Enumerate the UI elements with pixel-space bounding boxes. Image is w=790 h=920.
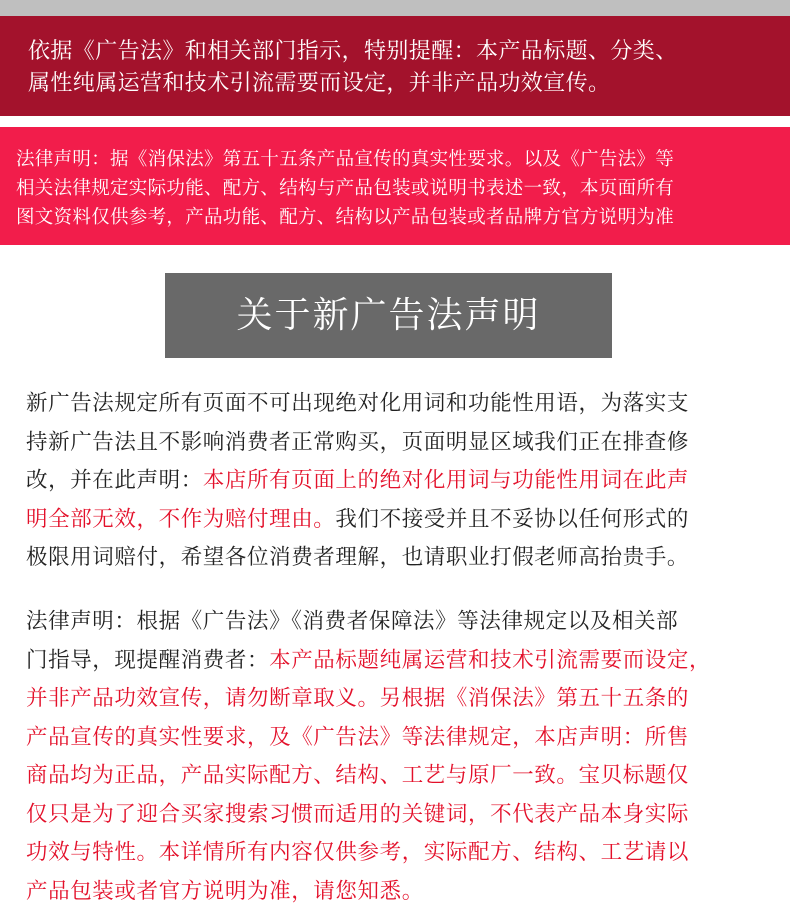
top-banner-line: 属性纯属运营和技术引流需要而设定，并非产品功效宣传。: [28, 71, 611, 96]
paragraph-line: 法律声明：根据《广告法》《消费者保障法》等法律规定以及相关部: [26, 609, 679, 634]
paragraph-line: [26, 642, 776, 681]
highlighted-line: 商品均为正品，产品实际配方、结构、工艺与原厂一致。宝贝标题仅: [26, 763, 690, 788]
highlighted-line: 产品包装或者官方说明为准，请您知悉。: [26, 878, 424, 904]
paragraph-text: 门指导，现提醒消费者：: [26, 647, 270, 673]
section-title: 关于新广告法声明: [165, 273, 612, 358]
paragraph-line: 持新广告法且不影响消费者正常购买，页面明显区域我们正在排查修: [26, 429, 690, 455]
legal-banner-line: 图文资料仅供参考，产品功能、配方、结构以产品包装或者品牌方官方说明为准: [16, 207, 675, 228]
highlighted-line: 并非产品功效宣传，请勿断章取义。另根据《消保法》第五十五条的: [26, 686, 690, 711]
highlighted-line: 功效与特性。本详情所有内容仅供参考，实际配方、结构、工艺请以: [26, 840, 690, 865]
highlighted-line: 仅只是为了迎合买家搜索习惯而适用的关键词，不代表产品本身实际: [26, 801, 690, 827]
highlighted-line: 产品宣传的真实性要求，及《广告法》等法律规定，本店声明：所售: [26, 724, 690, 750]
paragraph-text: 我们不接受并且不妥协以任何形式的: [335, 506, 690, 532]
highlighted-text: 本产品标题纯属运营和技术引流需要而设定，: [269, 647, 712, 673]
paragraph-line: 新广告法规定所有页面不可出现绝对化用词和功能性用语，为落实支: [26, 391, 690, 416]
legal-statement-paragraph: [26, 603, 776, 911]
paragraph-line: 极限用词赔付，希望各位消费者理解，也请职业打假老师高抬贵手。: [26, 545, 690, 570]
top-banner-frame: [0, 0, 790, 116]
legal-banner-line: 法律声明：据《消保法》第五十五条产品宣传的真实性要求。以及《广告法》等: [16, 149, 675, 170]
ad-law-statement-paragraph: [26, 385, 776, 578]
highlighted-text: 本店所有页面上的绝对化用词与功能性用词在此声: [202, 468, 690, 493]
top-banner: [0, 16, 790, 116]
legal-banner: [0, 127, 790, 245]
paragraph-line: [26, 501, 776, 540]
paragraph-line: [26, 462, 776, 501]
highlighted-text: 明全部无效，不作为赔付理由。: [26, 506, 336, 532]
paragraph-text: 改，并在此声明：: [26, 468, 203, 493]
top-banner-line: 依据《广告法》和相关部门指示，特别提醒：本产品标题、分类、: [28, 39, 678, 64]
legal-banner-line: 相关法律规定实际功能、配方、结构与产品包装或说明书表述一致，本页面所有: [16, 178, 675, 199]
